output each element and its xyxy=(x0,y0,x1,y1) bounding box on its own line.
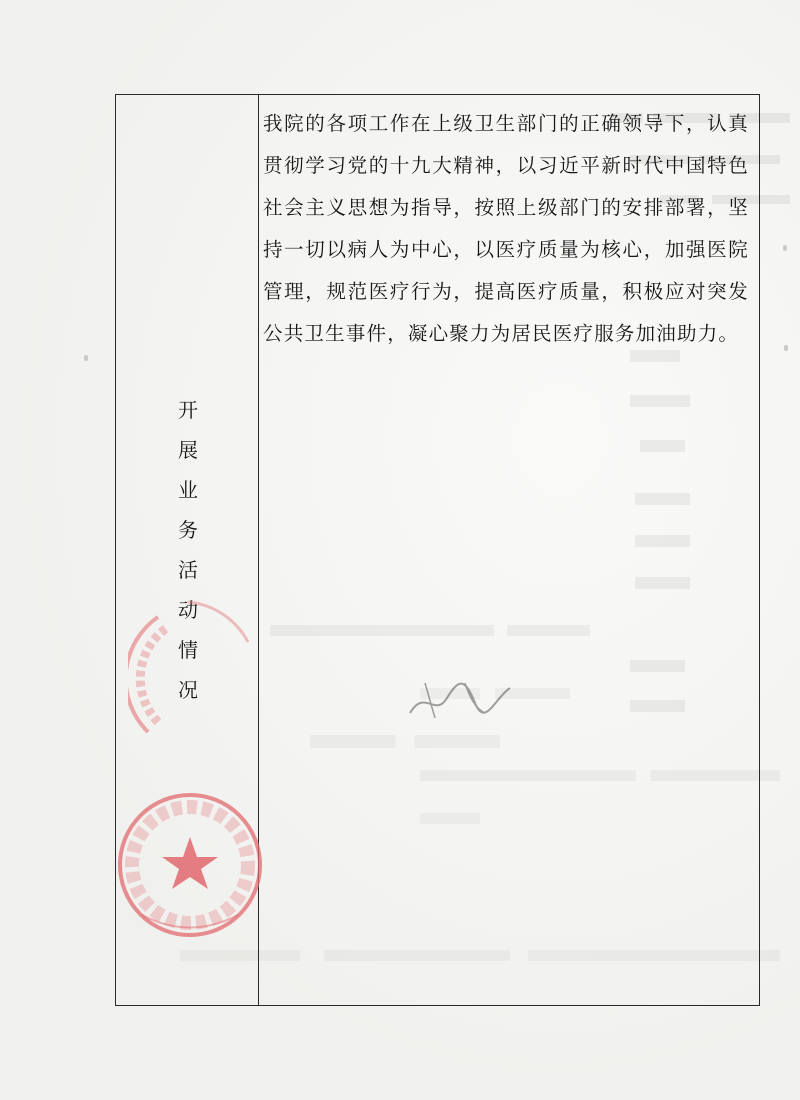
section-label-char: 活 xyxy=(178,558,198,582)
section-label-char: 情 xyxy=(178,638,198,662)
section-label-char: 况 xyxy=(178,678,198,702)
section-label-char: 动 xyxy=(178,598,198,622)
business-activities-text: 我院的各项工作在上级卫生部门的正确领导下，认真贯彻学习党的十九大精神，以习近平新时代中国特色社会主义思想为指导，按照上级部门的安排部署，坚持一切以病人为中心，以医疗质量为核心，加强医院管理，规范医疗行为，提高医疗质量，积极应对突发公共卫生事件，凝心聚力为居民医疗服务加油助力。 xyxy=(263,112,749,345)
label-cell xyxy=(116,95,258,1005)
section-label-char: 业 xyxy=(178,478,198,502)
form-table xyxy=(115,94,760,1006)
scan-speck xyxy=(84,355,88,361)
content-cell xyxy=(259,95,759,1005)
section-label-char: 展 xyxy=(178,438,198,462)
section-label-vertical xyxy=(174,400,202,720)
scan-speck xyxy=(784,345,788,351)
scan-speck xyxy=(783,245,787,251)
section-label-char: 务 xyxy=(178,518,198,542)
section-label-char: 开 xyxy=(178,398,198,422)
